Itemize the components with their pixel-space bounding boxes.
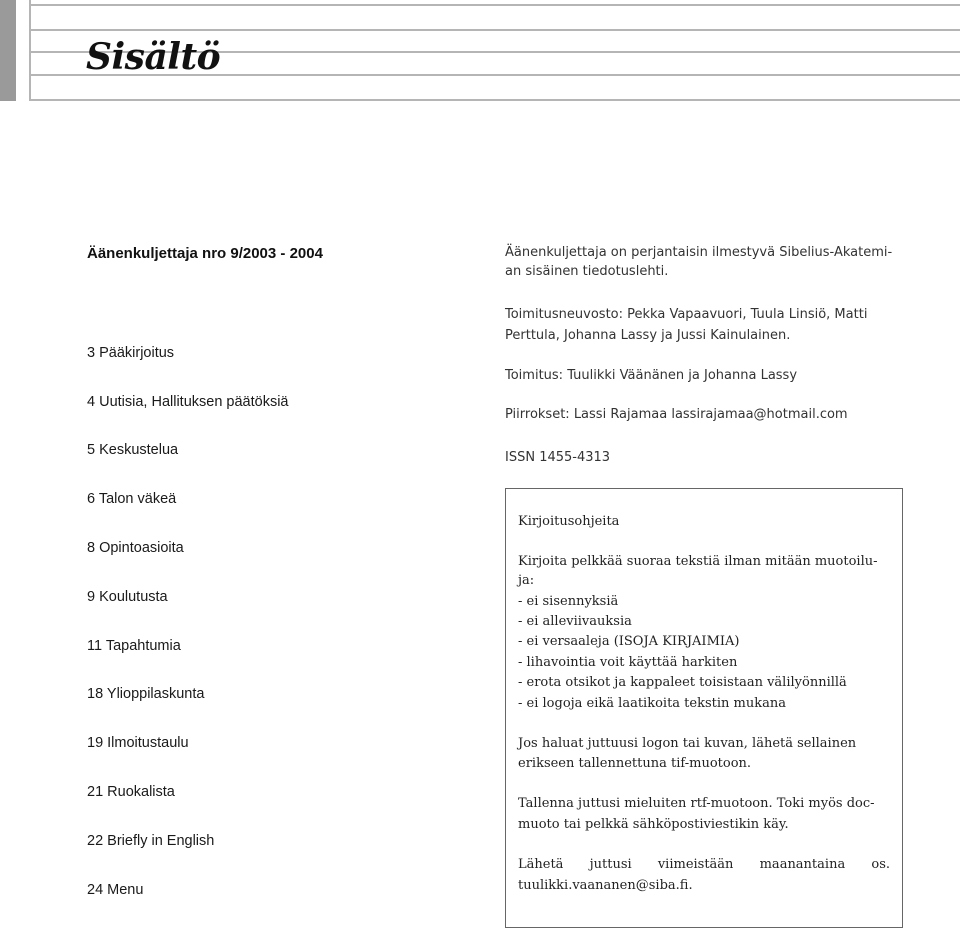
header-rule [30,29,960,31]
toc-item[interactable]: 19 Ilmoitustaulu [87,735,189,751]
list-item: - ei logoja eikä laatikoita tekstin mukana [518,696,786,711]
toc-item[interactable]: 11 Tapahtumia [87,638,181,654]
format-instruction: Tallenna juttusi mieluiten rtf-muotoon. Toki myös doc- [518,796,875,811]
list-item: - ei sisennyksiä [518,594,619,609]
toc-item[interactable]: 6 Talon väkeä [87,491,177,507]
deadline-email[interactable]: tuulikki.vaananen@siba.fi. [518,878,693,893]
logo-instruction: Jos haluat juttuusi logon tai kuvan, lähetä sellainen [518,736,857,751]
toc-item[interactable]: 9 Koulutusta [87,589,168,605]
writing-guidelines-box [505,488,903,928]
drawings-line: Piirrokset: Lassi Rajamaa lassirajamaa@hotmail.com [505,407,848,422]
guidelines-intro: ja: [518,573,535,588]
header-rule [30,99,960,101]
toc-item[interactable]: 4 Uutisia, Hallituksen päätöksiä [87,394,289,410]
format-instruction: muoto tai pelkkä sähköpostiviestikin käy. [518,817,789,832]
header-rule [30,4,960,6]
toc-item[interactable]: 22 Briefly in English [87,833,215,849]
list-item: - ei alleviivauksia [518,614,632,629]
magazine-issue-title: Äänenkuljettaja nro 9/2003 - 2004 [87,245,323,262]
intro-line: an sisäinen tiedotuslehti. [505,264,669,279]
toc-item[interactable]: 3 Pääkirjoitus [87,345,175,361]
toc-item[interactable]: 24 Menu [87,882,144,898]
editorial-board-line: Toimitusneuvosto: Pekka Vapaavuori, Tuula Linsiö, Matti [505,307,868,322]
left-accent-bar [0,0,16,101]
editors-line: Toimitus: Tuulikki Väänänen ja Johanna Lassy [505,368,798,383]
deadline-instruction: Lähetä juttusi viimeistään maanantaina os. [518,857,890,872]
guidelines-heading: Kirjoitusohjeita [518,514,620,529]
guidelines-intro: Kirjoita pelkkää suoraa tekstiä ilman mitään muotoilu- [518,554,878,569]
logo-instruction: erikseen tallennettuna tif-muotoon. [518,756,752,771]
toc-item[interactable]: 18 Ylioppilaskunta [87,686,205,702]
toc-item[interactable]: 21 Ruokalista [87,784,175,800]
issn-line: ISSN 1455-4313 [505,450,611,465]
editorial-board-line: Perttula, Johanna Lassy ja Jussi Kainulainen. [505,328,791,343]
list-item: - erota otsikot ja kappaleet toisistaan välilyönnillä [518,675,847,690]
intro-line: Äänenkuljettaja on perjantaisin ilmestyvä Sibelius-Akatemi- [505,245,893,260]
list-item: - ei versaaleja (ISOJA KIRJAIMIA) [518,634,740,649]
list-item: - lihavointia voit käyttää harkiten [518,655,738,670]
toc-item[interactable]: 8 Opintoasioita [87,540,184,556]
page-title: Sisältö [86,36,221,78]
toc-item[interactable]: 5 Keskustelua [87,442,179,458]
